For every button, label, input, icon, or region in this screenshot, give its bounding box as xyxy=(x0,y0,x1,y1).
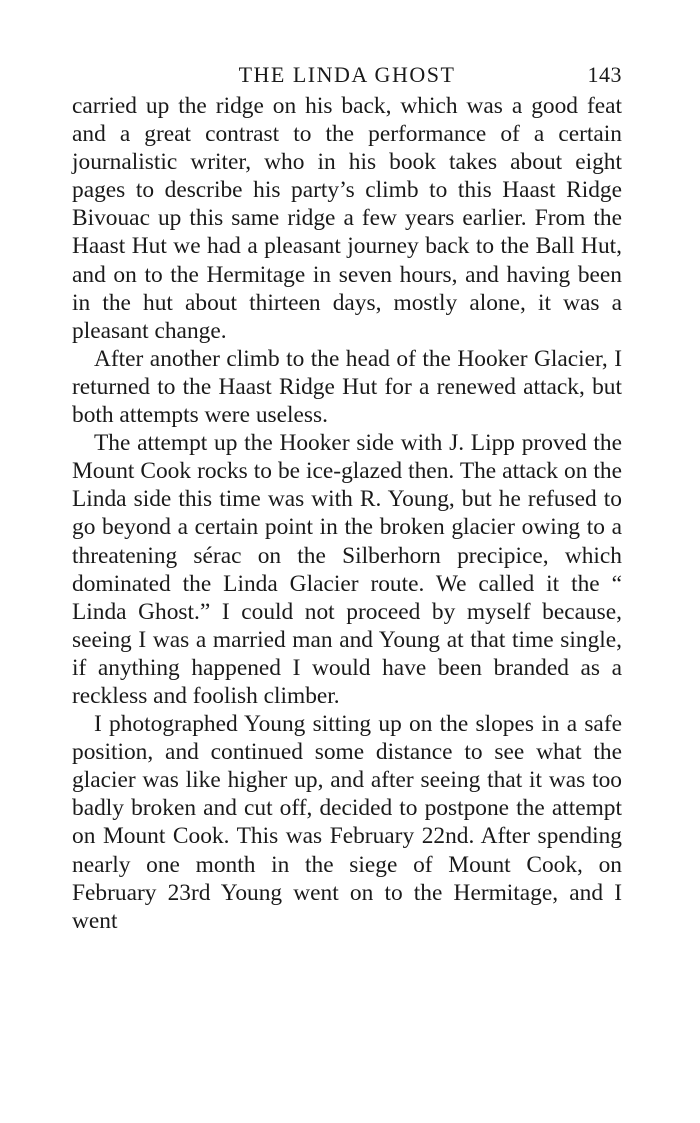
running-head xyxy=(72,56,622,92)
body-text xyxy=(72,92,622,935)
running-title: THE LINDA GHOST xyxy=(238,62,456,87)
paragraph-2: After another climb to the head of the Hooker Glacier, I returned to the Haast Ridge Hut for a renewed attack, but both attempts were useless. xyxy=(72,345,622,429)
book-page xyxy=(72,56,622,935)
paragraph-1: carried up the ridge on his back, which was a good feat and a great contrast to the performance of a certain journalistic writer, who in his book takes about eight pages to describe his party’s climb to this Haast Ridge Bivouac up this same ridge a few years earlier. From the Haast Hut we had a pleasant journey back to the Ball Hut, and on to the Hermitage in seven hours, and having been in the hut about thirteen days, mostly alone, it was a pleasant change. xyxy=(72,93,622,344)
page-number: 143 xyxy=(587,62,622,87)
paragraph-4: I photographed Young sitting up on the slopes in a safe position, and continued some distance to see what the glacier was like higher up, and after seeing that it was too badly broken and cut off, decided to postpone the attempt on Mount Cook. This was February 22nd. After spending nearly one month in the siege of Mount Cook, on February 23rd Young went on to the Hermitage, and I went xyxy=(72,711,622,934)
paragraph-3: The attempt up the Hooker side with J. Lipp proved the Mount Cook rocks to be ice-glazed then. The attack on the Linda side this time was with R. Young, but he refused to go beyond a certain point in the broken glacier owing to a threatening sérac on the Silberhorn precipice, which dominated the Linda Glacier route. We called it the “ Linda Ghost.” I could not proceed by myself because, seeing I was a married man and Young at that time single, if anything happened I would have been branded as a reckless and foolish climber. xyxy=(72,430,622,709)
